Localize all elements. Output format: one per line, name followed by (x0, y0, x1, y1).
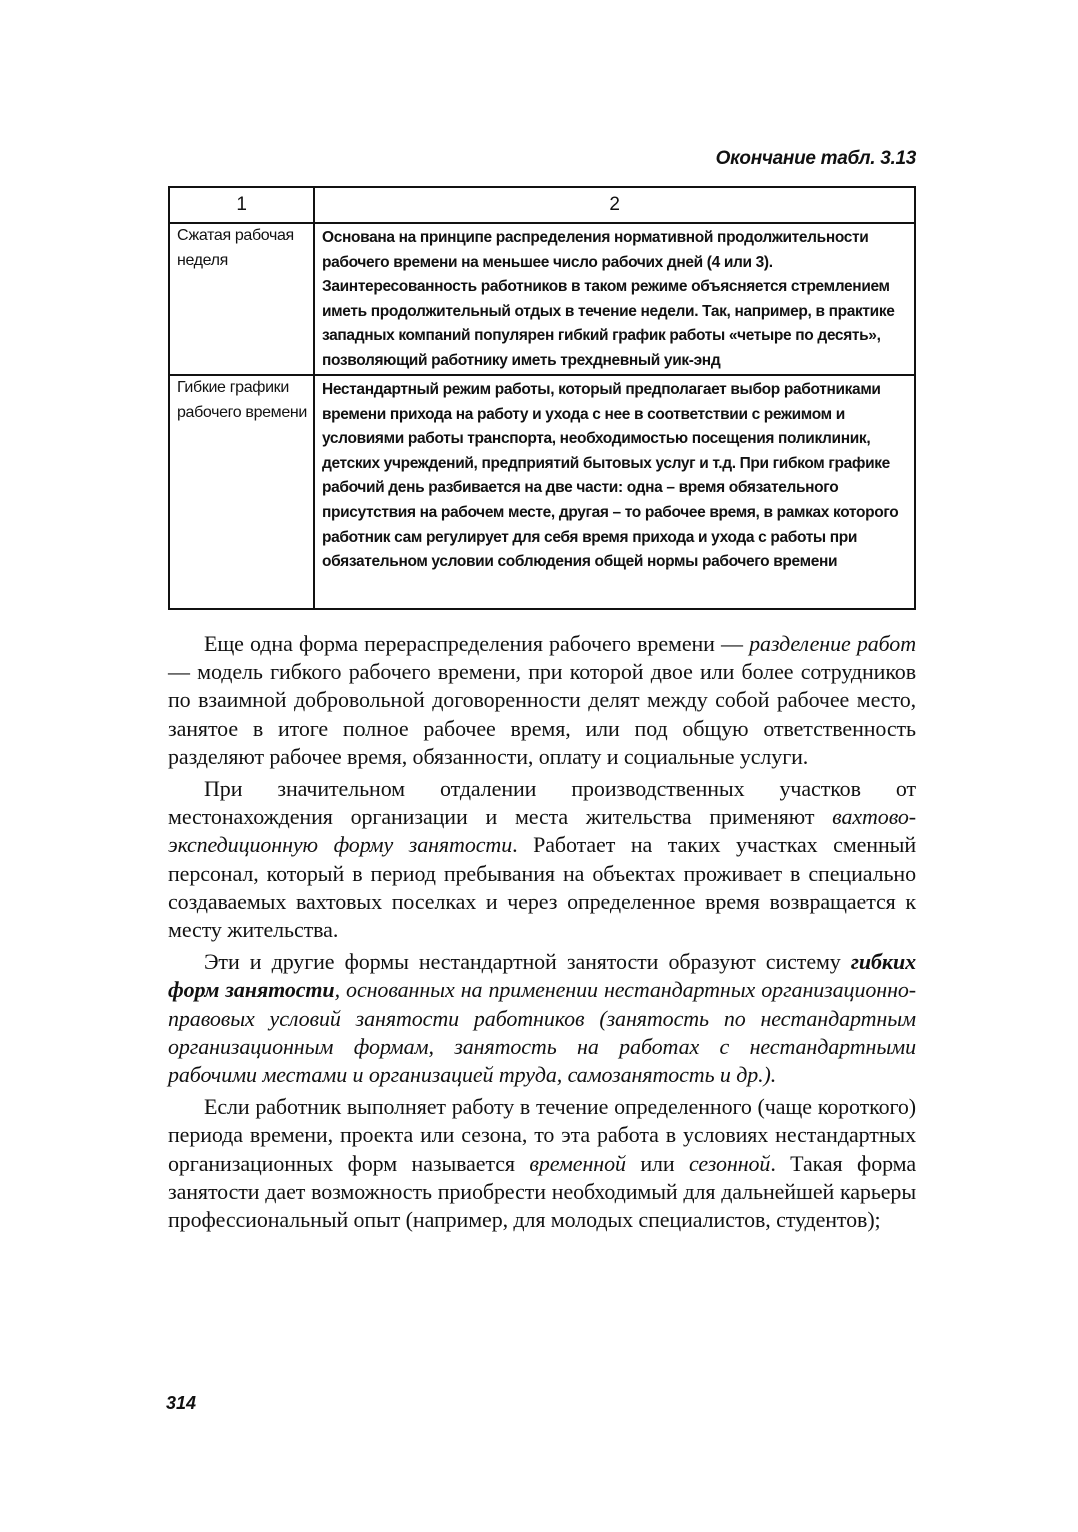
text-run: или (625, 1150, 690, 1176)
table-cell-term (169, 223, 314, 375)
paragraph (168, 948, 916, 1089)
term-text: Сжатая рабочая неделя (177, 227, 294, 269)
text-run: Если работник выполняет работу в течение определенного (чаще короткого) периода времени, проекта или сезона, то эта работа в условиях нестандартных организационных форм называется (168, 1094, 916, 1176)
body-text (168, 630, 916, 1238)
paragraph (168, 1093, 916, 1234)
text-run: . Работает на таких участках сменный персонал, который в период пребывания на объектах проживает в специально создаваемых вахтовых поселках и через определенное время возвращается к месту жительства. (168, 832, 917, 943)
page-number: 314 (166, 1393, 197, 1413)
table-cell-description: Нестандартный режим работы, который предполагает выбор работниками времени прихода на работу и ухода с нее в соответствии с режимом и условиями работы транспорта, необходимостью посещения поликлиник, детских учреждений, предприятий бытовых услуг и т.д. При гибком графике рабочий день разбивается на две части: одна – время обязательного присутствия на рабочем месте, другая – то рабочее время, в рамках которого работник сам регулирует для себя время прихода и ухода с работы при обязательном условии соблюдения общей нормы рабочего времени (314, 375, 915, 609)
term-text: Гибкие графики рабочего времени (177, 379, 307, 421)
italic-term: вахтово-экспедиционную форму занятости (168, 804, 916, 858)
italic-text-run: , основанных на применении нестандартных организационно-правовых условий занятости работников (занятость по нестандартным организационным формам, занятость на работах с нестандартными рабочими местами и организацией труда, самозанятость и др.). (168, 977, 917, 1088)
table-row (169, 375, 915, 609)
forms-table (168, 186, 916, 610)
text-run: Еще одна форма перераспределения рабочего времени — (204, 631, 750, 656)
italic-term: разделение работ (749, 631, 916, 656)
table-cell-term (169, 375, 314, 609)
paragraph (168, 630, 916, 771)
italic-term: сезонной (689, 1150, 771, 1176)
paragraph (168, 775, 916, 944)
bold-italic-term: гибких форм занятости (168, 949, 916, 1003)
text-run: — модель гибкого рабочего времени, при которой двое или более сотрудников по взаимной добровольной договоренности делят между собой рабочее место, занятое в итоге полное рабочее время, или под общую ответственность разделяют рабочее время, обязанности, оплату и социальные услуги. (168, 659, 916, 769)
table-caption: Окончание табл. 3.13 (715, 148, 916, 169)
column-header-1: 1 (169, 187, 314, 223)
italic-term: временной (529, 1150, 626, 1176)
column-header-2: 2 (314, 187, 915, 223)
table-row (169, 223, 915, 375)
text-run: Эти и другие формы нестандартной занятости образуют систему (204, 949, 851, 975)
text-run: . Такая форма занятости дает возможность приобрести необходимый для дальнейшей карьеры профессиональный опыт (например, для молодых специалистов, студентов); (168, 1150, 916, 1233)
table-cell-description: Основана на принципе распределения нормативной продолжительности рабочего времени на меньшее число рабочих дней (4 или 3). Заинтересованность работников в таком режиме объясняется стремлением иметь продолжительный отдых в течение недели. Так, например, в практике западных компаний популярен гибкий график работы «четыре по десять», позволяющий работнику иметь трехдневный уик-энд (314, 223, 915, 375)
table-header-row (169, 187, 915, 223)
text-run: При значительном отдалении производственных участков от местонахождения организации и места жительства применяют (168, 776, 916, 830)
